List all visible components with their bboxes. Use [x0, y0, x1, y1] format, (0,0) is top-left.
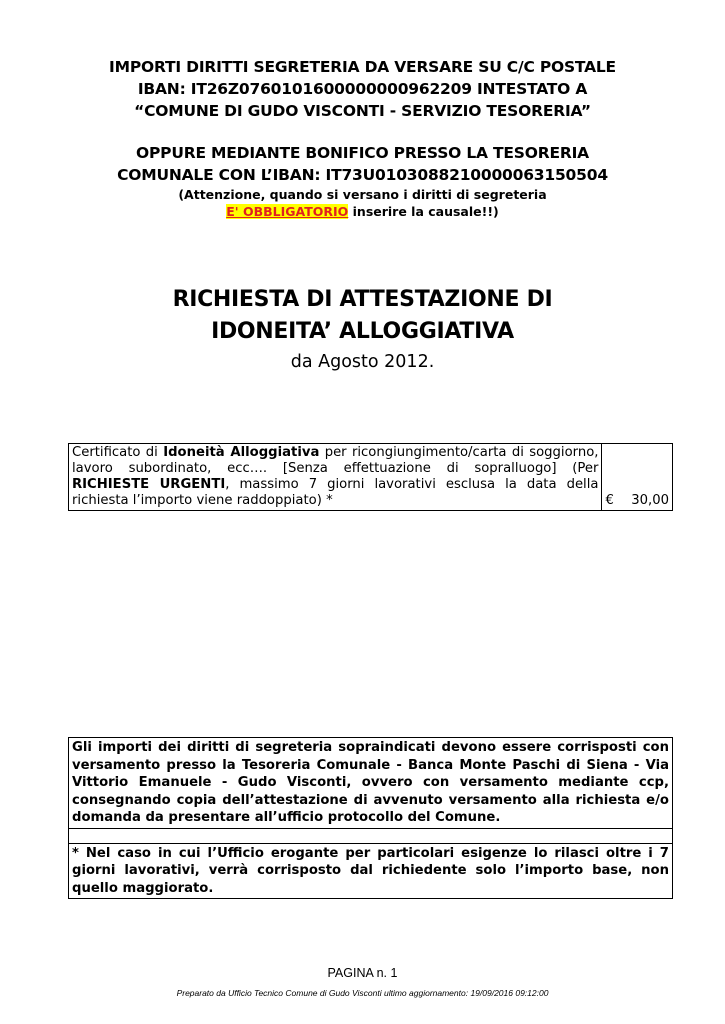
title-subtitle: da Agosto 2012. [290, 352, 435, 372]
fee-description: Certificato di Idoneità Alloggiativa per ricongiungimento/carta di soggiorno, lavoro subordinato, ecc…. [Senza effettuazione di sopralluogo] (Per RICHIESTE URGENTI, massimo 7 giorni lavorativi esclusa la data della richiesta l’importo viene raddoppiato) * [69, 444, 602, 511]
header-line-1: IMPORTI DIRITTI SEGRETERIA DA VERSARE SU C/C POSTALE [109, 58, 616, 76]
payment-instructions: Gli importi dei diritti di segreteria sopraindicati devono essere corrisposti con versamento presso la Tesoreria Comunale - Banca Monte Paschi di Siena - Via Vittorio Emanuele - Gudo Visconti, ovvero con versamento mediante ccp, consegnando copia dell’attestazione di avvenuto versamento alla richiesta e/o domanda da presentare all’ufficio protocollo del Comune. [69, 738, 673, 829]
payment-header [60, 56, 665, 220]
title-line-1: RICHIESTA DI ATTESTAZIONE DI [172, 287, 553, 312]
header-line-5: COMUNALE CON L’IBAN: IT73U0103088210000063150504 [117, 166, 608, 184]
info-row [69, 843, 673, 899]
header-line-3: “COMUNE DI GUDO VISCONTI - SERVIZIO TESORERIA” [134, 102, 591, 120]
fee-currency: € [605, 493, 614, 508]
urgent-note: * Nel caso in cui l’Ufficio erogante per particolari esigenze lo rilasci oltre i 7 giorni lavorativi, verrà corrisposto dal richiedente solo l’importo base, non quello maggiorato. [69, 843, 673, 899]
header-note-1: (Attenzione, quando si versano i diritti di segreteria [178, 187, 547, 202]
info-table [68, 737, 673, 899]
page-number: PAGINA n. 1 [327, 966, 398, 980]
fee-amount-value: 30,00 [631, 493, 669, 508]
title-line-2: IDONEITA’ ALLOGGIATIVA [211, 319, 514, 344]
fee-row [69, 444, 673, 511]
empty-cell [69, 828, 673, 843]
document-title [60, 284, 665, 376]
fee-amount [602, 444, 673, 511]
fee-desc-bold-2: RICHIESTE URGENTI [72, 477, 226, 492]
header-note-2-rest: inserire la causale!!) [348, 204, 499, 219]
info-row [69, 738, 673, 829]
fee-desc-bold-1: Idoneità Alloggiativa [163, 445, 320, 460]
mandatory-highlight: E' OBBLIGATORIO [226, 204, 349, 219]
fee-table [68, 443, 673, 511]
header-line-2: IBAN: IT26Z0760101600000000962209 INTESTATO A [137, 80, 588, 98]
header-note-2 [60, 203, 665, 220]
header-line-4: OPPURE MEDIANTE BONIFICO PRESSO LA TESORERIA [136, 144, 589, 162]
footer-note: Preparato da Ufficio Tecnico Comune di Gudo Visconti ultimo aggiornamento: 19/09/2016 09:12:00 [176, 988, 549, 998]
info-row-empty [69, 828, 673, 843]
